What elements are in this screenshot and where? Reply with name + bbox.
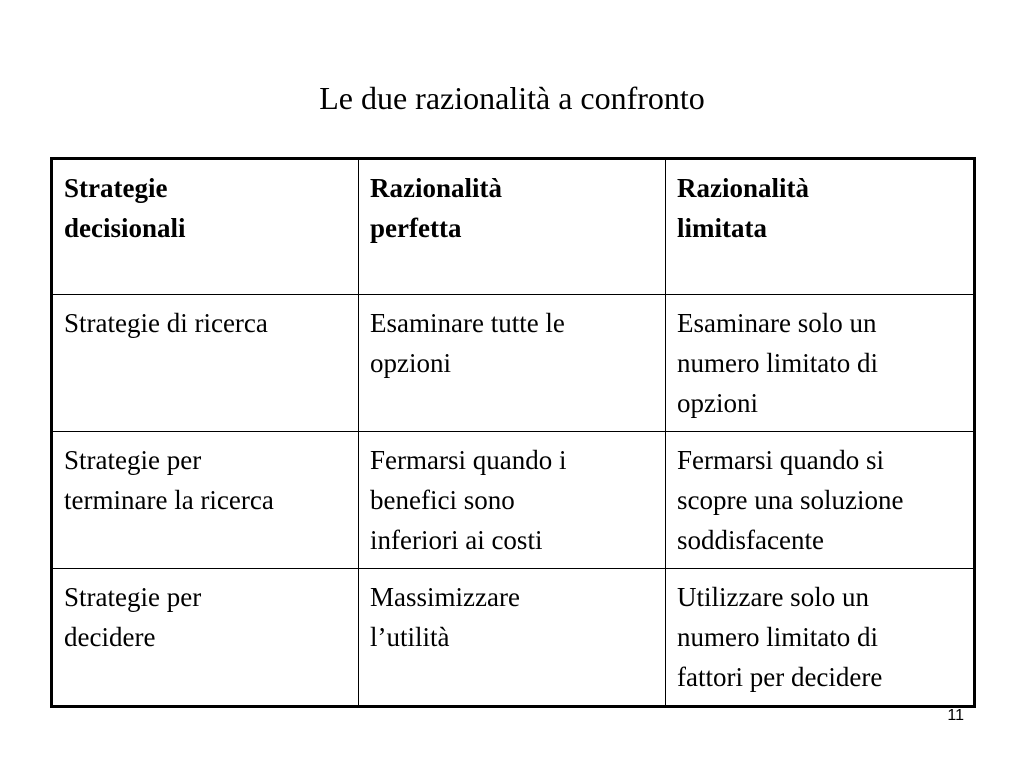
cell-line: limitata bbox=[677, 213, 767, 243]
cell-line: decisionali bbox=[64, 213, 186, 243]
header-cell-razionalita-limitata bbox=[666, 159, 975, 295]
cell-line: Fermarsi quando si bbox=[677, 445, 884, 475]
cell-line: perfetta bbox=[370, 213, 462, 243]
table-row bbox=[52, 295, 975, 432]
cell-line: inferiori ai costi bbox=[370, 525, 543, 555]
comparison-table bbox=[50, 157, 976, 708]
cell-line: l’utilità bbox=[370, 622, 450, 652]
cell-line: Esaminare tutte le bbox=[370, 308, 565, 338]
table-cell bbox=[359, 432, 666, 569]
page-number: 11 bbox=[947, 707, 964, 724]
cell-line: benefici sono bbox=[370, 485, 515, 515]
table-row bbox=[52, 569, 975, 707]
table-cell bbox=[666, 295, 975, 432]
header-cell-strategie-decisionali bbox=[52, 159, 359, 295]
table-cell bbox=[359, 569, 666, 707]
cell-line: opzioni bbox=[370, 348, 451, 378]
cell-line: opzioni bbox=[677, 388, 758, 418]
cell-line: Esaminare solo un bbox=[677, 308, 877, 338]
cell-line: numero limitato di bbox=[677, 348, 878, 378]
table-cell bbox=[52, 295, 359, 432]
table-cell bbox=[52, 432, 359, 569]
cell-line: Strategie per bbox=[64, 445, 202, 475]
cell-line: Strategie per bbox=[64, 582, 202, 612]
table-cell bbox=[359, 295, 666, 432]
cell-line: Razionalità bbox=[370, 173, 502, 203]
table-row bbox=[52, 432, 975, 569]
header-cell-razionalita-perfetta bbox=[359, 159, 666, 295]
cell-line: Strategie bbox=[64, 173, 168, 203]
slide-title: Le due razionalità a confronto bbox=[319, 80, 705, 116]
table-cell bbox=[666, 569, 975, 707]
cell-line: terminare la ricerca bbox=[64, 485, 274, 515]
cell-line: Fermarsi quando i bbox=[370, 445, 567, 475]
cell-line: Utilizzare solo un bbox=[677, 582, 869, 612]
cell-line: fattori per decidere bbox=[677, 662, 883, 692]
table-header-row bbox=[52, 159, 975, 295]
cell-line: Strategie di ricerca bbox=[64, 308, 268, 338]
cell-line: soddisfacente bbox=[677, 525, 824, 555]
cell-line: Massimizzare bbox=[370, 582, 520, 612]
cell-line: decidere bbox=[64, 622, 156, 652]
cell-line: numero limitato di bbox=[677, 622, 878, 652]
table-cell bbox=[666, 432, 975, 569]
table-cell bbox=[52, 569, 359, 707]
cell-line: scopre una soluzione bbox=[677, 485, 904, 515]
cell-line: Razionalità bbox=[677, 173, 809, 203]
